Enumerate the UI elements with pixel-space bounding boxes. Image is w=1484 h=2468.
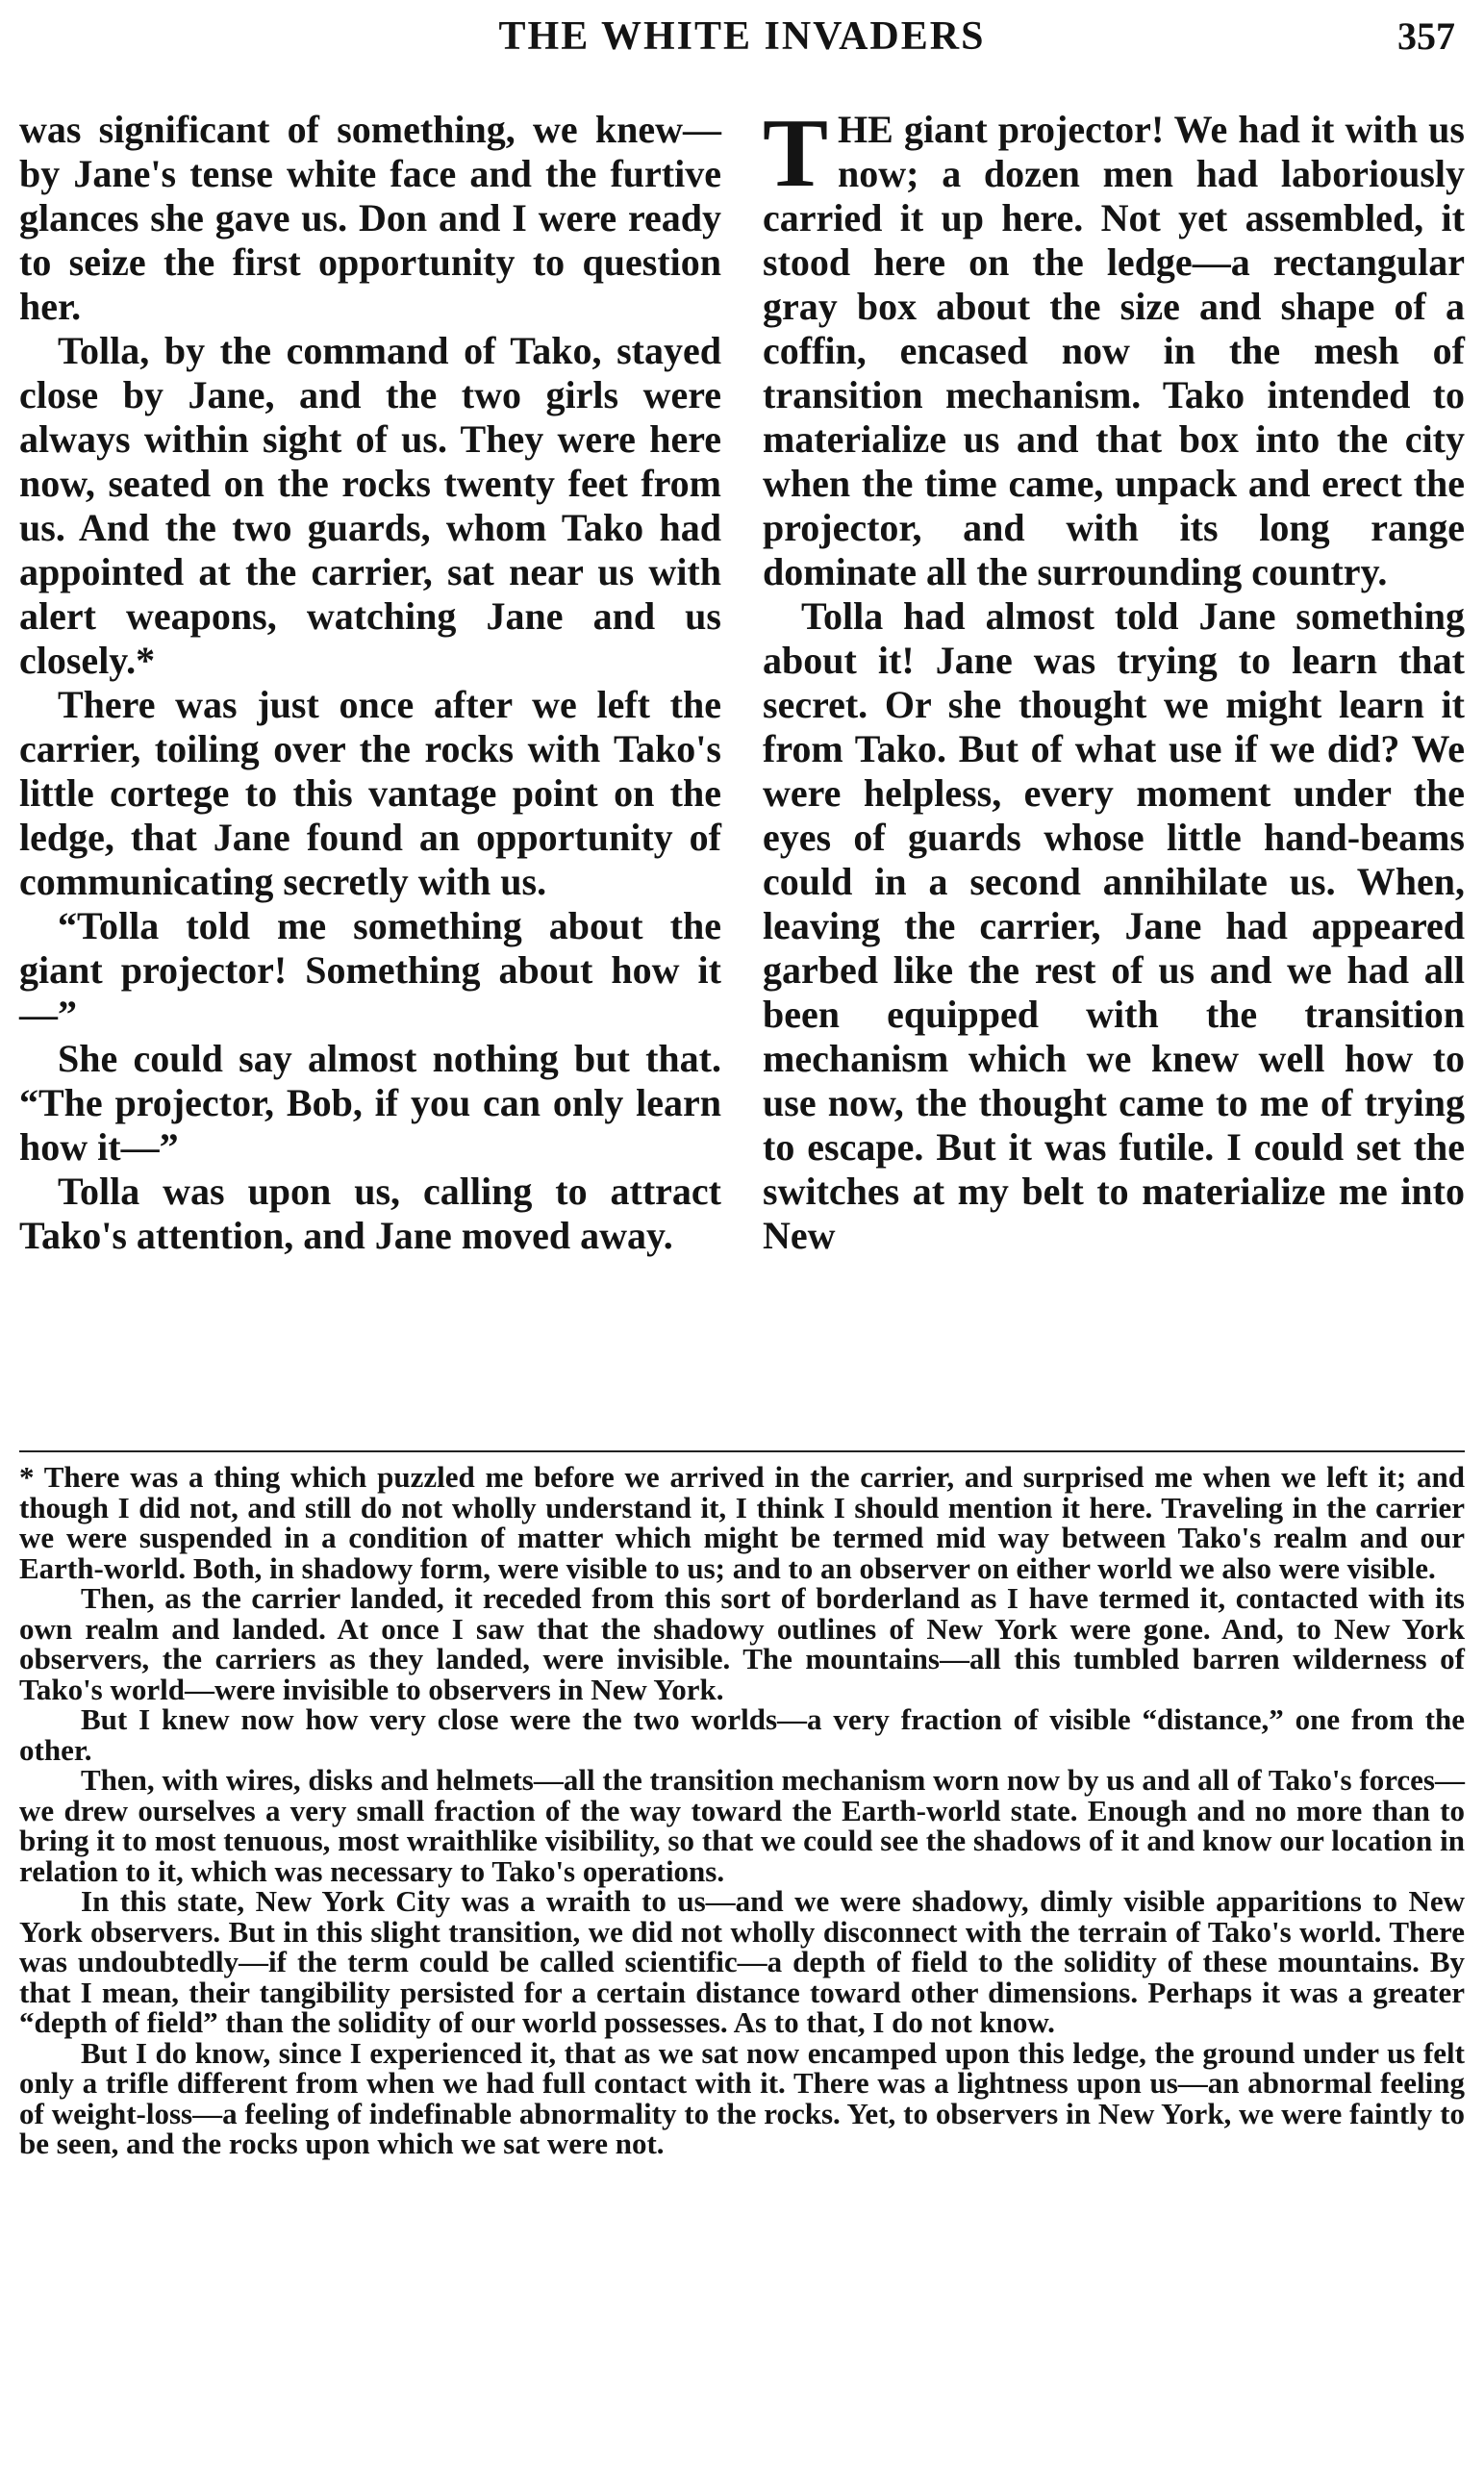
footnote-paragraph: But I knew now how very close were the two worlds—a very fraction of visible “distance,” one from the other. bbox=[19, 1702, 1465, 1767]
left-column bbox=[19, 108, 721, 1258]
footnote-paragraph: Then, as the carrier landed, it receded from this sort of borderland as I have termed it, contacted with its own realm and landed. At once I saw that the shadowy outlines of New York were gone. And, to New York observers, the carriers as they landed, were invisible. The mountains—all this tumbled barren wilderness of Tako's world—were invisible to observers in New York. bbox=[19, 1581, 1465, 1706]
footnote-paragraph: But I do know, since I experienced it, that as we sat now encamped upon this ledge, the ground under us felt only a trifle different from when we had full contact with it. There was a lightness upon us—an abnormal feeling of weight-loss—a feeling of indefinable abnormality to the rocks. Yet, to observers in New York, we were faintly to be seen, and the rocks upon which we sat were not. bbox=[19, 2035, 1465, 2160]
paragraph: was significant of something, we knew—by Jane's tense white face and the furtive glances she gave us. Don and I were ready to seize the first opportunity to question her. bbox=[19, 108, 721, 328]
drop-cap: T bbox=[763, 99, 829, 208]
footnote-block bbox=[19, 1462, 1465, 2159]
opening-paragraph bbox=[763, 99, 1465, 594]
paragraph: There was just once after we left the carrier, toiling over the rocks with Tako's little cortege to this vantage point on the ledge, that Jane found an opportunity of communicating secretly with us. bbox=[19, 683, 721, 903]
paragraph-text: HE giant projector! We had it with us now; a dozen men had laboriously carried it up here. Not yet assembled, it stood here on the ledge—a rectangular gray box about the size and shape of a coffin, encased now in the mesh of transition mechanism. Tako intended to materialize us and that box into the city when the time came, unpack and erect the projector, and with its long range dominate all the surrounding country. bbox=[763, 108, 1465, 593]
footnote-paragraph: * There was a thing which puzzled me before we arrived in the carrier, and surprised me when we left it; and though I did not, and still do not wholly understand it, I think I should mention it here. Traveling in the carrier we were suspended in a condition of matter which might be termed mid way between Tako's realm and our Earth-world. Both, in shadowy form, were visible to us; and to an observer on either world we also were visible. bbox=[19, 1460, 1465, 1585]
running-title: THE WHITE INVADERS bbox=[498, 14, 986, 59]
page-number: 357 bbox=[1397, 14, 1455, 58]
paragraph: Tolla was upon us, calling to attract Tako's attention, and Jane moved away. bbox=[19, 1170, 721, 1257]
right-column bbox=[763, 99, 1465, 1258]
footnote-paragraph: In this state, New York City was a wraith to us—and we were shadowy, dimly visible apparitions to New York observers. But in this slight transition, we did not wholly disconnect with the terrain of Tako's world. There was undoubtedly—if the term could be called scientific—a depth of field to the solidity of these mountains. By that I mean, their tangibility persisted for a certain distance toward other dimensions. Perhaps it was a greater “depth of field” than the solidity of our world possesses. As to that, I do not know. bbox=[19, 1884, 1465, 2039]
paragraph: “Tolla told me something about the giant projector! Something about how it—” bbox=[19, 904, 721, 1036]
page-header bbox=[19, 8, 1465, 69]
paragraph: Tolla had almost told Jane something about it! Jane was trying to learn that secret. Or she thought we might learn it from Tako. But of what use if we did? We were helpless, every moment under the eyes of guards whose little hand-beams could in a second annihilate us. When, leaving the carrier, Jane had appeared garbed like the rest of us and we had all been equipped with the transition mechanism which we knew well how to use now, the thought came to me of trying to escape. But it was futile. I could set the switches at my belt to materialize me into New bbox=[763, 594, 1465, 1257]
paragraph: She could say almost nothing but that. “The projector, Bob, if you can only learn how it—” bbox=[19, 1037, 721, 1169]
paragraph: Tolla, by the command of Tako, stayed close by Jane, and the two girls were always within sight of us. They were here now, seated on the rocks twenty feet from us. And the two guards, whom Tako had appointed at the carrier, sat near us with alert weapons, watching Jane and us closely.* bbox=[19, 329, 721, 682]
footnote-paragraph: Then, with wires, disks and helmets—all the transition mechanism worn now by us and all of Tako's forces—we drew ourselves a very small fraction of the way toward the Earth-world state. Enough and no more than to bring it to most tenuous, most wraithlike visibility, so that we could see the shadows of it and know our location in relation to it, which was necessary to Tako's operations. bbox=[19, 1763, 1465, 1888]
footnote-divider bbox=[19, 1450, 1465, 1452]
